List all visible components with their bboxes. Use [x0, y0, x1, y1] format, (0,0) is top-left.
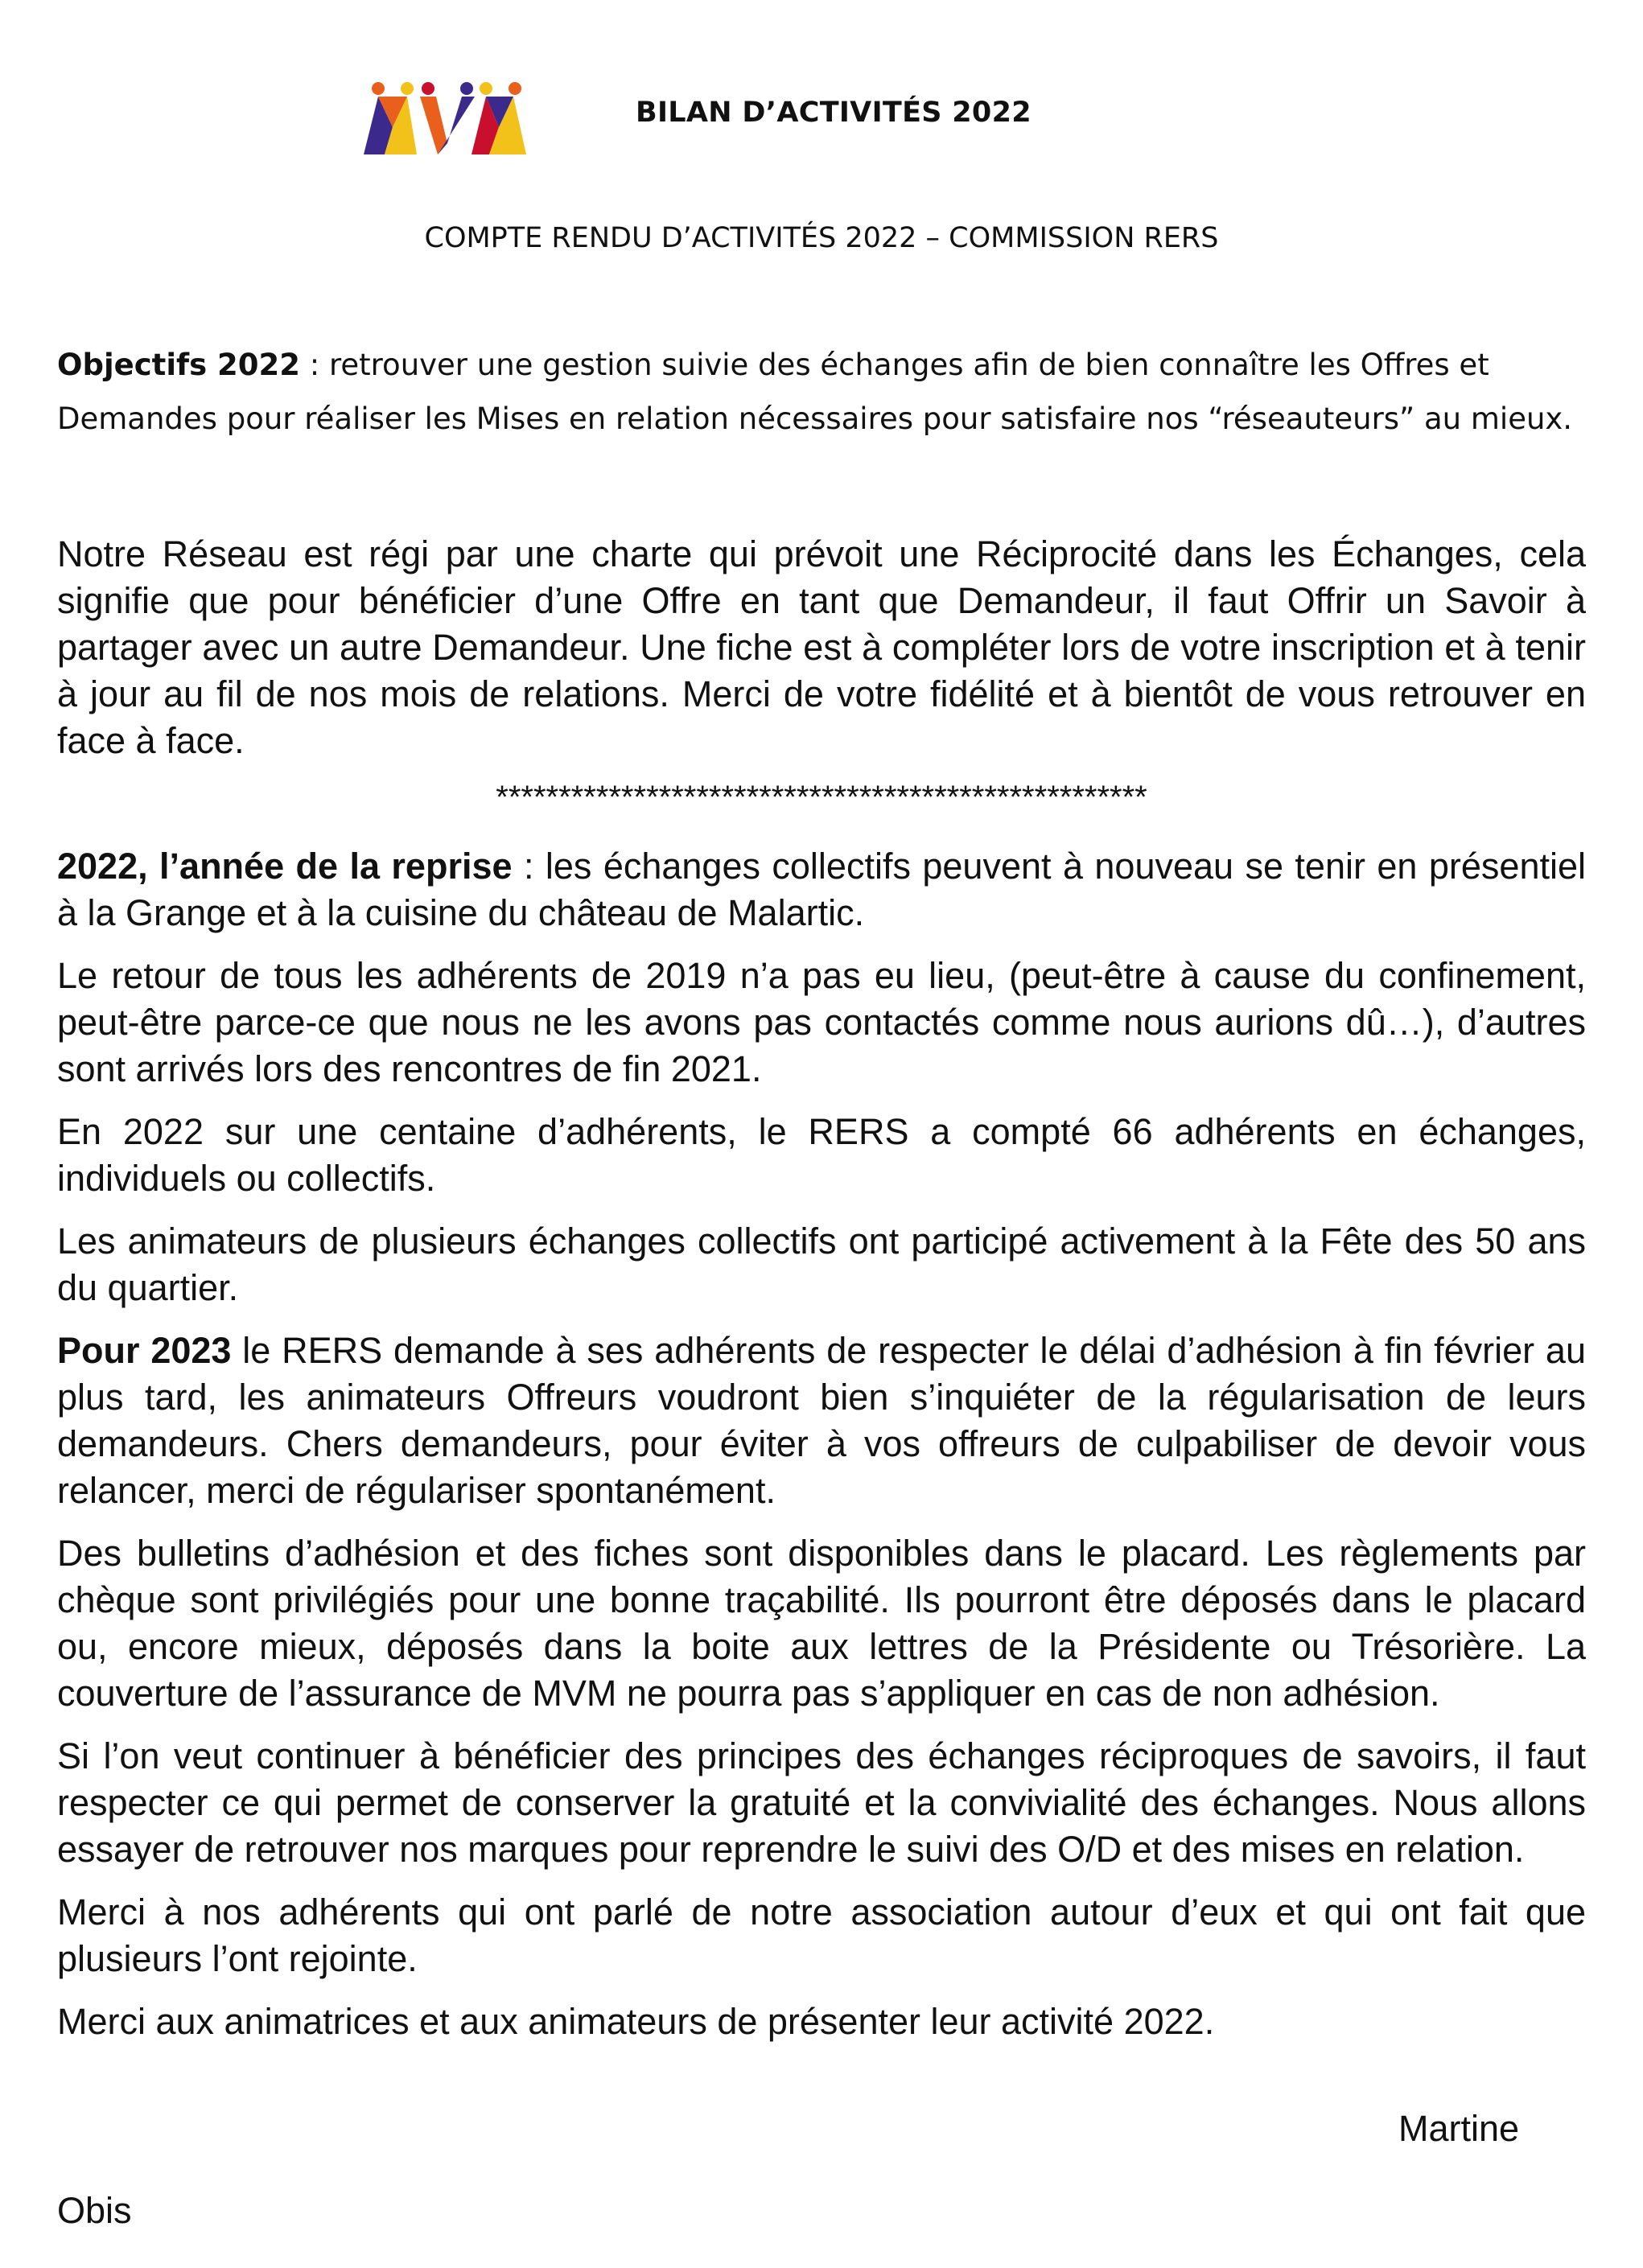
retour-paragraph: Le retour de tous les adhérents de 2019 n’a pas eu lieu, (peut-être à cause du confinement, peut-être parce-ce que nous ne les avons pas contactés comme nous aurions dû…), d’autres sont arrivés lors des rencontres de fin 2021. [57, 955, 1586, 1089]
fete-paragraph: Les animateurs de plusieurs échanges collectifs ont participé activement à la Fête des 50 ans du quartier. [57, 1220, 1586, 1308]
count-paragraph: En 2022 sur une centaine d’adhérents, le RERS a compté 66 adhérents en échanges, individuels ou collectifs. [57, 1111, 1586, 1199]
document-subtitle: COMPTE RENDU D’ACTIVITÉS 2022 – COMMISSION RERS [424, 222, 1219, 254]
merci-animateurs-paragraph: Merci aux animatrices et aux animateurs de présenter leur activité 2022. [57, 2001, 1215, 2042]
principes-paragraph: Si l’on veut continuer à bénéficier des principes des échanges réciproques de savoirs, il faut respecter ce qui permet de conserver la gratuité et la convivialité des échanges. Nous allons essayer de retrouver nos marques pour reprendre le suivi des O/D et des mises en relation. [57, 1735, 1586, 1870]
document-title: BILAN D’ACTIVITÉS 2022 [636, 97, 1032, 129]
reprise-label: 2022, l’année de la reprise [57, 846, 513, 887]
pour2023-paragraph [57, 1327, 1586, 1514]
objectives-text: : retrouver une gestion suivie des échanges afin de bien connaître les Offres et Demandes pour réaliser les Mises en relation nécessaires pour satisfaire nos “réseauteurs” au mieux. [57, 348, 1573, 436]
signature-last-name: Obis [57, 2190, 132, 2231]
pour2023-text: le RERS demande à ses adhérents de respecter le délai d’adhésion à fin février au plus tard, les animateurs Offreurs voudront bien s’inquiéter de la régularisation de leurs demandeurs. Chers demandeurs, pour éviter à vos offreurs de culpabiliser de devoir vous relancer, merci de régulariser spontanément. [57, 1330, 1586, 1511]
document-body [57, 531, 1586, 2061]
signature-first-name: Martine [1398, 2108, 1520, 2149]
mvm-logo [360, 79, 529, 158]
reprise-text: : les échanges collectifs peuvent à nouveau se tenir en présentiel à la Grange et à la cuisine du château de Malartic. [57, 846, 1586, 933]
separator: **************************************************** [496, 780, 1147, 815]
bulletins-paragraph: Des bulletins d’adhésion et des fiches sont disponibles dans le placard. Les règlements par chèque sont privilégiés pour une bonne traçabilité. Ils pourront être déposés dans le placard ou, encore mieux, déposés dans la boite aux lettres de la Présidente ou Trésorière. La couverture de l’assurance de MVM ne pourra pas s’appliquer en cas de non adhésion. [57, 1533, 1586, 1714]
reprise-paragraph [57, 843, 1586, 936]
charter-paragraph: Notre Réseau est régi par une charte qui prévoit une Réciprocité dans les Échanges, cela signifie que pour bénéficier d’une Offre en tant que Demandeur, il faut Offrir un Savoir à partager avec un autre Demandeur. Une fiche est à compléter lors de votre inscription et à tenir à jour au fil de nos mois de relations. Merci de votre fidélité et à bientôt de vous retrouver en face à face. [57, 533, 1586, 761]
objectives-paragraph [57, 338, 1586, 446]
merci-adherents-paragraph: Merci à nos adhérents qui ont parlé de notre association autour d’eux et qui ont fait que plusieurs l’ont rejointe. [57, 1891, 1586, 1979]
pour2023-label: Pour 2023 [57, 1330, 232, 1371]
objectives-label: Objectifs 2022 [57, 348, 300, 382]
